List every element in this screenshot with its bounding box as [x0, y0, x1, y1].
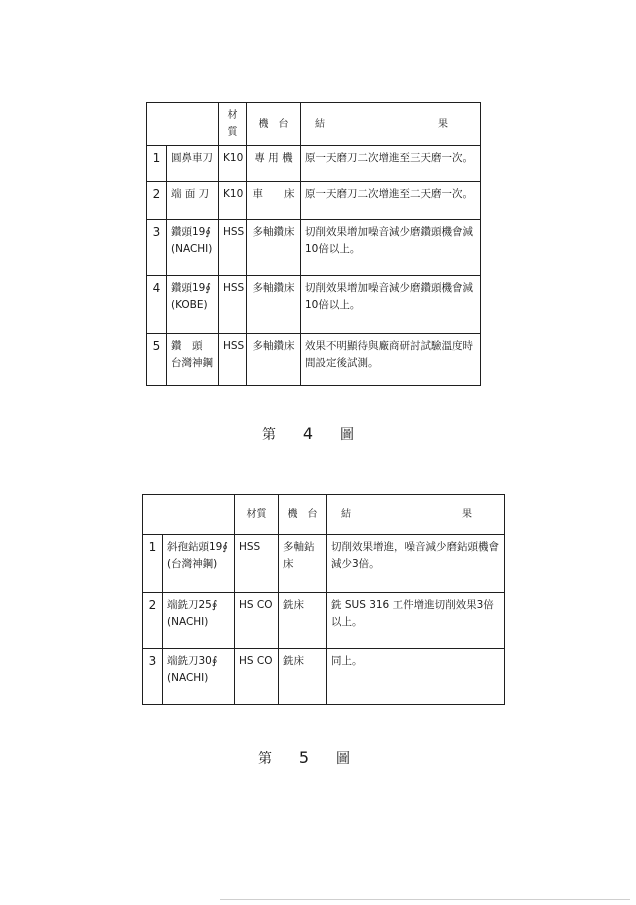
row-number: 3 — [147, 220, 167, 276]
table-row — [147, 146, 481, 182]
table-row — [143, 593, 505, 649]
row-number: 2 — [147, 182, 167, 220]
table-row — [143, 535, 505, 593]
machine-cell: 多軸鑽床 — [247, 220, 301, 276]
result-cell: 效果不明顯待與廠商研討試驗溫度時間設定後試測。 — [301, 334, 481, 386]
tool-line-2: (NACHI) — [167, 672, 209, 684]
tool-line-1: 斜孢鉆頭19∮ — [167, 541, 228, 553]
row-number: 2 — [143, 593, 163, 649]
table-row — [147, 220, 481, 276]
header-result-b: 果 — [462, 509, 472, 520]
header-machine: 機 台 — [279, 495, 327, 535]
row-number: 5 — [147, 334, 167, 386]
tool-line-2: (台灣神鋼) — [167, 558, 218, 570]
result-cell: 切削效果增加噪音減少磨鑽頭機會減10倍以上。 — [301, 220, 481, 276]
material-cell: HS CO — [235, 649, 279, 705]
scan-artifact-line — [220, 899, 630, 900]
caption-prefix: 第 — [262, 427, 276, 443]
material-cell: HSS — [219, 276, 247, 334]
caption-suffix: 圖 — [340, 427, 354, 443]
row-number: 4 — [147, 276, 167, 334]
header-result-a: 結 — [341, 509, 351, 520]
material-cell: HSS — [219, 220, 247, 276]
tool-line-1: 鑽頭19∮ — [171, 282, 211, 294]
header-result-b: 果 — [438, 118, 448, 130]
header-result-a: 結 — [315, 118, 325, 130]
tool-line-1: 圓鼻車刀 — [171, 152, 213, 164]
tool-line-1: 端銑刀25∮ — [167, 599, 218, 611]
tool-line-1: 鑽 頭 — [171, 340, 203, 352]
figure-4-caption — [262, 424, 354, 444]
tool-line-1: 端銑刀30∮ — [167, 655, 218, 667]
tool-name — [167, 182, 219, 220]
tool-name — [167, 276, 219, 334]
material-cell: HSS — [235, 535, 279, 593]
table-header-row — [147, 103, 481, 146]
tool-name — [167, 220, 219, 276]
material-cell: HS CO — [235, 593, 279, 649]
tool-line-2: (NACHI) — [167, 616, 209, 628]
table-5 — [142, 494, 505, 705]
tool-name — [167, 334, 219, 386]
machine-cell: 多軸鑽床 — [247, 276, 301, 334]
result-cell: 同上。 — [327, 649, 505, 705]
figure-5-caption — [258, 748, 350, 768]
table-row — [147, 182, 481, 220]
table-header-row — [143, 495, 505, 535]
result-cell: 原一天磨刀二次增進至二天磨一次。 — [301, 182, 481, 220]
machine-cell: 車 床 — [247, 182, 301, 220]
caption-number: 4 — [302, 424, 314, 443]
machine-cell: 專 用 機 — [247, 146, 301, 182]
table-row — [147, 334, 481, 386]
row-number: 1 — [147, 146, 167, 182]
caption-number: 5 — [298, 748, 310, 767]
header-material: 材質 — [219, 103, 247, 146]
header-blank-cell — [147, 103, 219, 146]
tool-name — [167, 146, 219, 182]
result-cell: 銑 SUS 316 工件增進切削效果3倍以上。 — [327, 593, 505, 649]
caption-prefix: 第 — [258, 751, 272, 767]
machine-cell: 多軸鉆床 — [279, 535, 327, 593]
machine-cell: 銑床 — [279, 593, 327, 649]
tool-line-1: 鑽頭19∮ — [171, 226, 211, 238]
caption-suffix: 圖 — [336, 751, 350, 767]
tool-line-1: 端 面 刀 — [171, 188, 210, 200]
row-number: 1 — [143, 535, 163, 593]
table-row — [143, 649, 505, 705]
header-result — [327, 495, 505, 535]
header-blank-cell — [143, 495, 235, 535]
table-row — [147, 276, 481, 334]
machine-cell: 多軸鑽床 — [247, 334, 301, 386]
material-cell: K10 — [219, 182, 247, 220]
header-machine: 機 台 — [247, 103, 301, 146]
tool-name — [163, 535, 235, 593]
material-cell: HSS — [219, 334, 247, 386]
header-material: 材質 — [235, 495, 279, 535]
row-number: 3 — [143, 649, 163, 705]
result-cell: 原一天磨刀二次增進至三天磨一次。 — [301, 146, 481, 182]
machine-cell: 銑床 — [279, 649, 327, 705]
tool-name — [163, 593, 235, 649]
tool-line-2: 台灣神鋼 — [171, 357, 213, 369]
result-cell: 切削效果增加噪音減少磨鑽頭機會減10倍以上。 — [301, 276, 481, 334]
material-cell: K10 — [219, 146, 247, 182]
table-4 — [146, 102, 481, 386]
tool-line-2: (KOBE) — [171, 299, 208, 311]
header-result — [301, 103, 481, 146]
tool-line-2: (NACHI) — [171, 243, 213, 255]
tool-name — [163, 649, 235, 705]
result-cell: 切削效果增進，噪音減少磨鉆頭機會減少3倍。 — [327, 535, 505, 593]
